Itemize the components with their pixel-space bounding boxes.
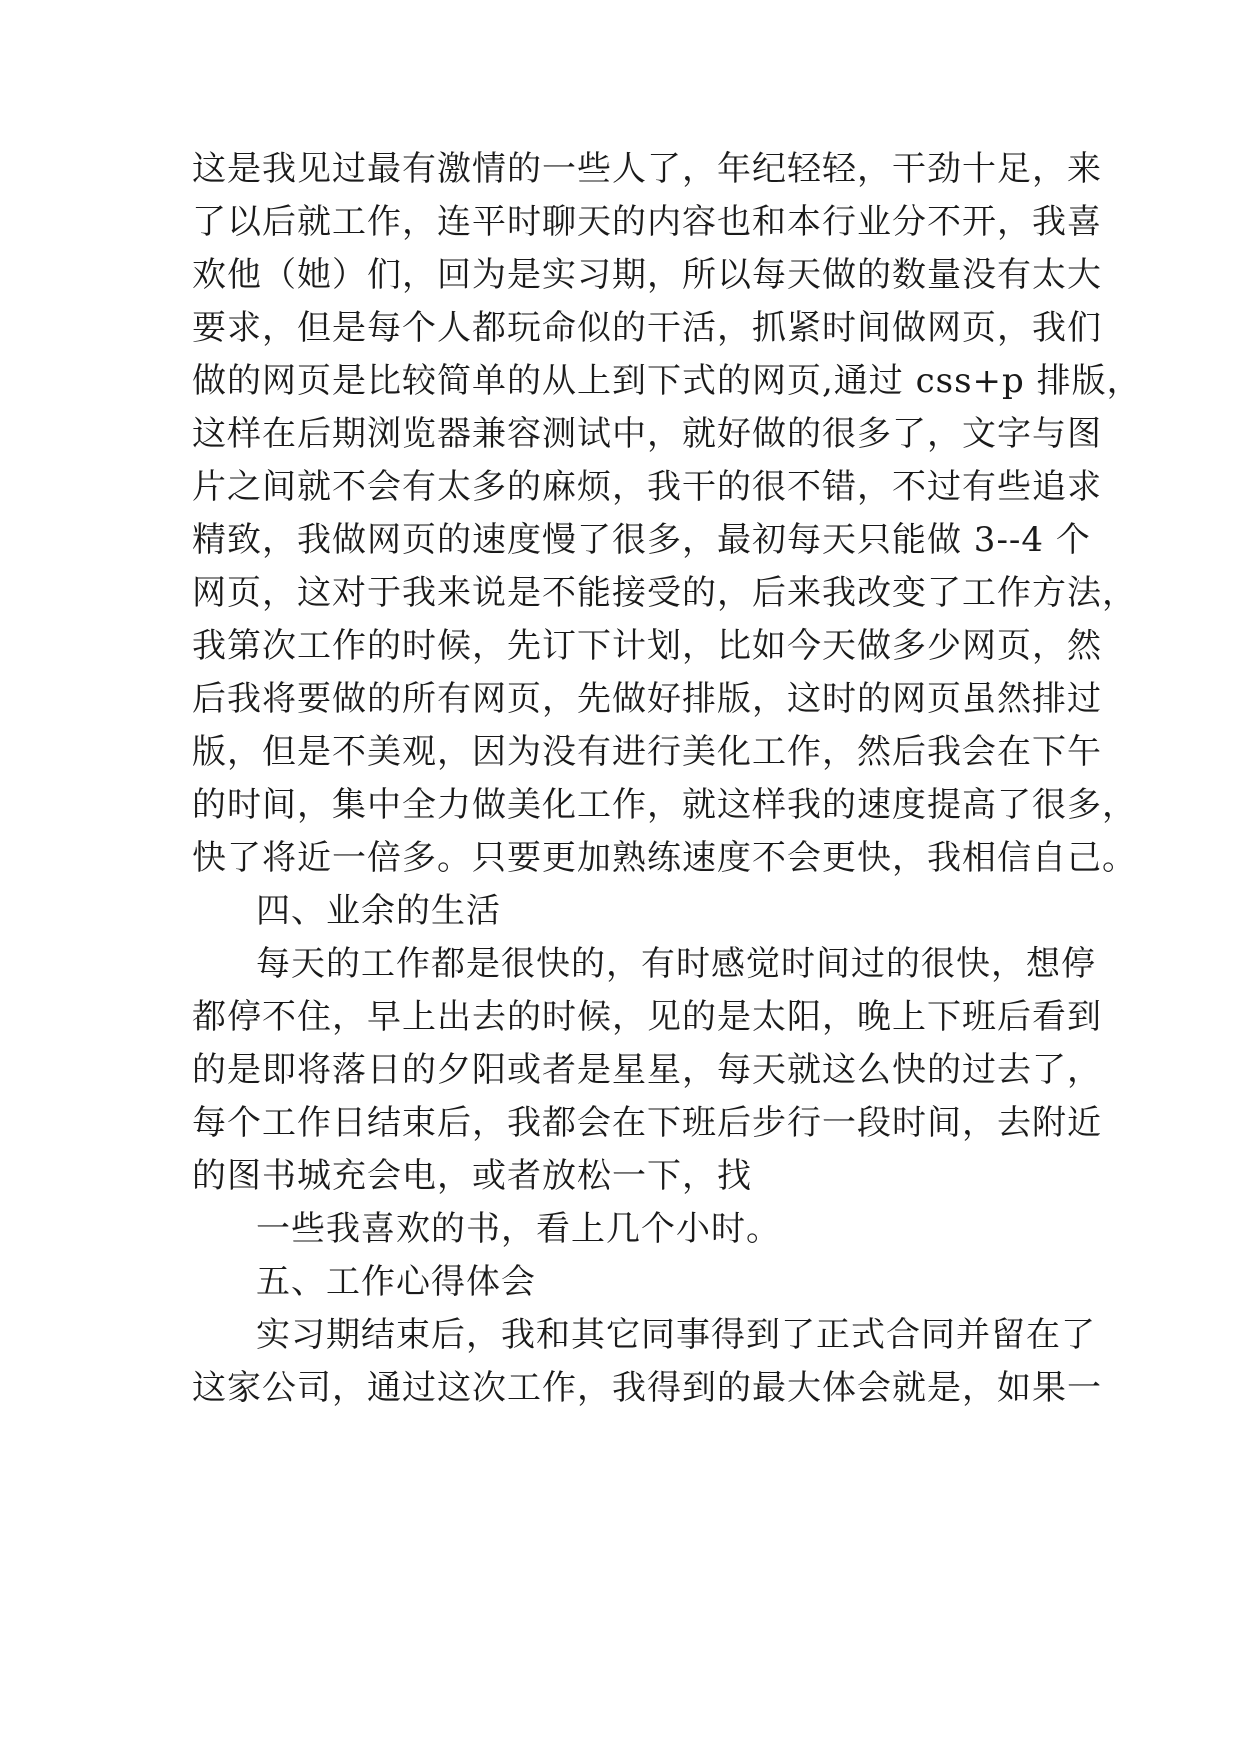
paragraph-line: 精致，我做网页的速度慢了很多，最初每天只能做 3--4 个 xyxy=(192,520,1091,560)
paragraph-line: 的是即将落日的夕阳或者是星星，每天就这么快的过去了， xyxy=(192,1050,1102,1090)
paragraph-line: 版，但是不美观，因为没有进行美化工作，然后我会在下午 xyxy=(192,732,1102,772)
paragraph-line: 的时间，集中全力做美化工作，就这样我的速度提高了很多， xyxy=(192,785,1137,825)
paragraph-line: 了以后就工作，连平时聊天的内容也和本行业分不开，我喜 xyxy=(192,202,1102,242)
paragraph-line: 这是我见过最有激情的一些人了，年纪轻轻，干劲十足，来 xyxy=(192,149,1102,189)
paragraph-line: 欢他（她）们，回为是实习期，所以每天做的数量没有太大 xyxy=(192,255,1102,295)
paragraph-line: 每天的工作都是很快的，有时感觉时间过的很快，想停 xyxy=(256,944,1096,984)
section-heading: 四、业余的生活 xyxy=(256,891,501,931)
paragraph-line: 的图书城充会电，或者放松一下，找 xyxy=(192,1156,752,1196)
paragraph-line: 一些我喜欢的书，看上几个小时。 xyxy=(256,1209,781,1249)
paragraph-line: 快了将近一倍多。只要更加熟练速度不会更快，我相信自己。 xyxy=(192,838,1137,878)
paragraph-line: 实习期结束后，我和其它同事得到了正式合同并留在了 xyxy=(256,1315,1096,1355)
paragraph-line: 网页，这对于我来说是不能接受的，后来我改变了工作方法， xyxy=(192,573,1137,613)
paragraph-line: 这样在后期浏览器兼容测试中，就好做的很多了，文字与图 xyxy=(192,414,1102,454)
paragraph-line: 这家公司，通过这次工作，我得到的最大体会就是，如果一 xyxy=(192,1368,1102,1408)
paragraph-line: 做的网页是比较简单的从上到下式的网页,通过 css+p 排版， xyxy=(192,361,1142,401)
paragraph-line: 片之间就不会有太多的麻烦，我干的很不错，不过有些追求 xyxy=(192,467,1102,507)
section-heading: 五、工作心得体会 xyxy=(256,1262,536,1302)
paragraph-line: 要求，但是每个人都玩命似的干活，抓紧时间做网页，我们 xyxy=(192,308,1102,348)
paragraph-line: 我第次工作的时候，先订下计划，比如今天做多少网页，然 xyxy=(192,626,1102,666)
paragraph-line: 后我将要做的所有网页，先做好排版，这时的网页虽然排过 xyxy=(192,679,1102,719)
paragraph-line: 每个工作日结束后，我都会在下班后步行一段时间，去附近 xyxy=(192,1103,1102,1143)
paragraph-line: 都停不住，早上出去的时候，见的是太阳，晚上下班后看到 xyxy=(192,997,1102,1037)
